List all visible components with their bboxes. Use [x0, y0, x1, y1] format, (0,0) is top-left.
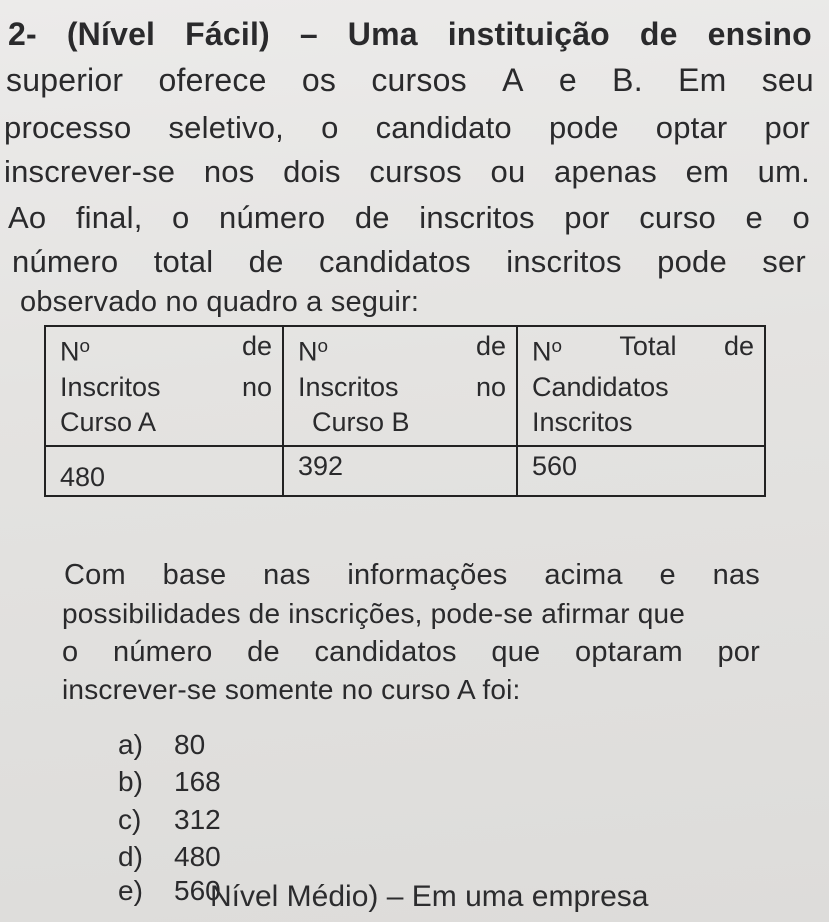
header-cell-total [517, 326, 765, 446]
table-row [45, 446, 765, 496]
option-b[interactable] [118, 765, 221, 799]
header-line [532, 329, 754, 370]
word: por [564, 200, 610, 235]
word: número [112, 636, 213, 668]
header-text [298, 329, 328, 370]
word: pode [548, 110, 619, 145]
question-line-2 [6, 62, 814, 98]
next-question-fragment: Nível Médio) – Em uma empresa [210, 880, 649, 913]
value-cell-total: 560 [517, 446, 765, 496]
word: curso [639, 200, 716, 235]
word: 2- [8, 16, 37, 52]
word: candidatos [318, 244, 471, 279]
word: o [62, 636, 79, 668]
word: inscrever-se [4, 154, 176, 189]
header-text: de [241, 331, 272, 361]
word: número [12, 244, 119, 279]
word: final, [75, 200, 143, 235]
option-a[interactable] [118, 728, 205, 762]
option-letter: e) [118, 875, 143, 906]
word: inscritos [419, 200, 535, 235]
option-letter: c) [118, 804, 142, 835]
word: nas [712, 559, 760, 591]
prompt-line-4 [62, 672, 521, 708]
header-text: Curso B [312, 406, 410, 437]
header-line [298, 370, 506, 405]
header-text: de [475, 331, 506, 361]
word: optar [655, 110, 728, 145]
header-cell-curso-a [45, 326, 283, 446]
prompt-line-2 [62, 596, 685, 632]
word: Fácil) [185, 16, 270, 52]
word: seletivo, [168, 110, 284, 145]
word: que [491, 636, 541, 668]
header-text [532, 329, 562, 370]
header-ordinal: o [551, 336, 563, 357]
header-line [60, 329, 272, 370]
header-text: Curso A [60, 406, 157, 437]
word: – [299, 16, 318, 52]
word: candidato [375, 110, 512, 145]
word: inscritos [506, 244, 622, 279]
word: dois [283, 154, 341, 189]
value-cell-curso-b: 392 [283, 446, 517, 496]
word: processo [4, 110, 132, 145]
word: possibilidades de inscrições, pode-se afirmar que [62, 598, 686, 629]
word: acima [544, 559, 623, 591]
word: nas [263, 559, 311, 591]
word: superior [6, 62, 124, 98]
option-value: 80 [174, 729, 206, 760]
header-line [298, 329, 506, 370]
option-c[interactable] [118, 803, 221, 837]
header-text: Total de [619, 331, 754, 361]
word: Ao [8, 200, 47, 235]
word: Em [678, 62, 727, 98]
word: optaram [575, 636, 683, 668]
word: de [248, 244, 284, 279]
question-line-1 [8, 16, 812, 52]
word: os [301, 62, 337, 98]
header-number-sign: N [532, 336, 552, 367]
header-line [60, 370, 272, 405]
header-text: Inscritos [60, 371, 161, 402]
header-number-sign: N [298, 336, 318, 367]
word: e [659, 559, 676, 591]
data-table [44, 325, 766, 497]
word: seu [761, 62, 814, 98]
option-value: 560 [174, 875, 221, 906]
header-ordinal: o [79, 336, 91, 357]
option-value: 480 [174, 841, 221, 872]
word: A [502, 62, 524, 98]
question-line-4 [4, 154, 810, 190]
option-value: 312 [174, 804, 221, 835]
word: ser [762, 244, 806, 279]
word: Uma [347, 16, 418, 52]
word: o [321, 110, 339, 145]
header-text: no [475, 371, 506, 402]
word: ensino [707, 16, 812, 52]
question-line-7 [20, 284, 419, 320]
option-e[interactable] [118, 874, 221, 908]
prompt-line-3 [62, 634, 760, 670]
question-line-3 [4, 110, 810, 146]
option-value: 168 [174, 766, 221, 797]
option-d[interactable] [118, 840, 221, 874]
word: por [717, 636, 760, 668]
prompt-line-1 [64, 557, 760, 593]
word: nos [203, 154, 255, 189]
word: de [247, 636, 280, 668]
word: inscrever-se somente no curso A foi: [62, 674, 521, 705]
word: e [745, 200, 763, 235]
header-cell-curso-b [283, 326, 517, 446]
word: pode [657, 244, 727, 279]
word: o [172, 200, 190, 235]
word: B. [612, 62, 643, 98]
question-line-5 [8, 200, 810, 236]
word: o [792, 200, 810, 235]
word: em [685, 154, 730, 189]
header-text: Candidatos [532, 371, 669, 402]
word: por [764, 110, 810, 145]
header-text [60, 329, 90, 370]
option-letter: b) [118, 766, 143, 797]
header-number-sign: N [60, 336, 80, 367]
word: informações [347, 559, 508, 591]
word: de [639, 16, 678, 52]
word: instituição [447, 16, 610, 52]
word: observado no quadro a seguir: [20, 286, 420, 318]
header-text: Inscritos [298, 371, 399, 402]
word: Com [64, 559, 126, 591]
value-cell-curso-a: 480 [45, 446, 283, 496]
word: um. [757, 154, 810, 189]
header-text: Inscritos [532, 406, 633, 437]
word: candidatos [314, 636, 457, 668]
word: número [219, 200, 326, 235]
word: (Nível [66, 16, 156, 52]
word: e [558, 62, 577, 98]
word: apenas [554, 154, 657, 189]
option-letter: a) [118, 729, 143, 760]
word: oferece [158, 62, 267, 98]
word: ou [490, 154, 526, 189]
word: cursos [369, 154, 462, 189]
option-letter: d) [118, 841, 143, 872]
word: base [162, 559, 227, 591]
question-line-6 [12, 244, 806, 280]
word: total [153, 244, 214, 279]
header-text: no [241, 371, 272, 402]
header-ordinal: o [317, 336, 329, 357]
word: de [354, 200, 390, 235]
table-header-row [45, 326, 765, 446]
word: cursos [371, 62, 467, 98]
